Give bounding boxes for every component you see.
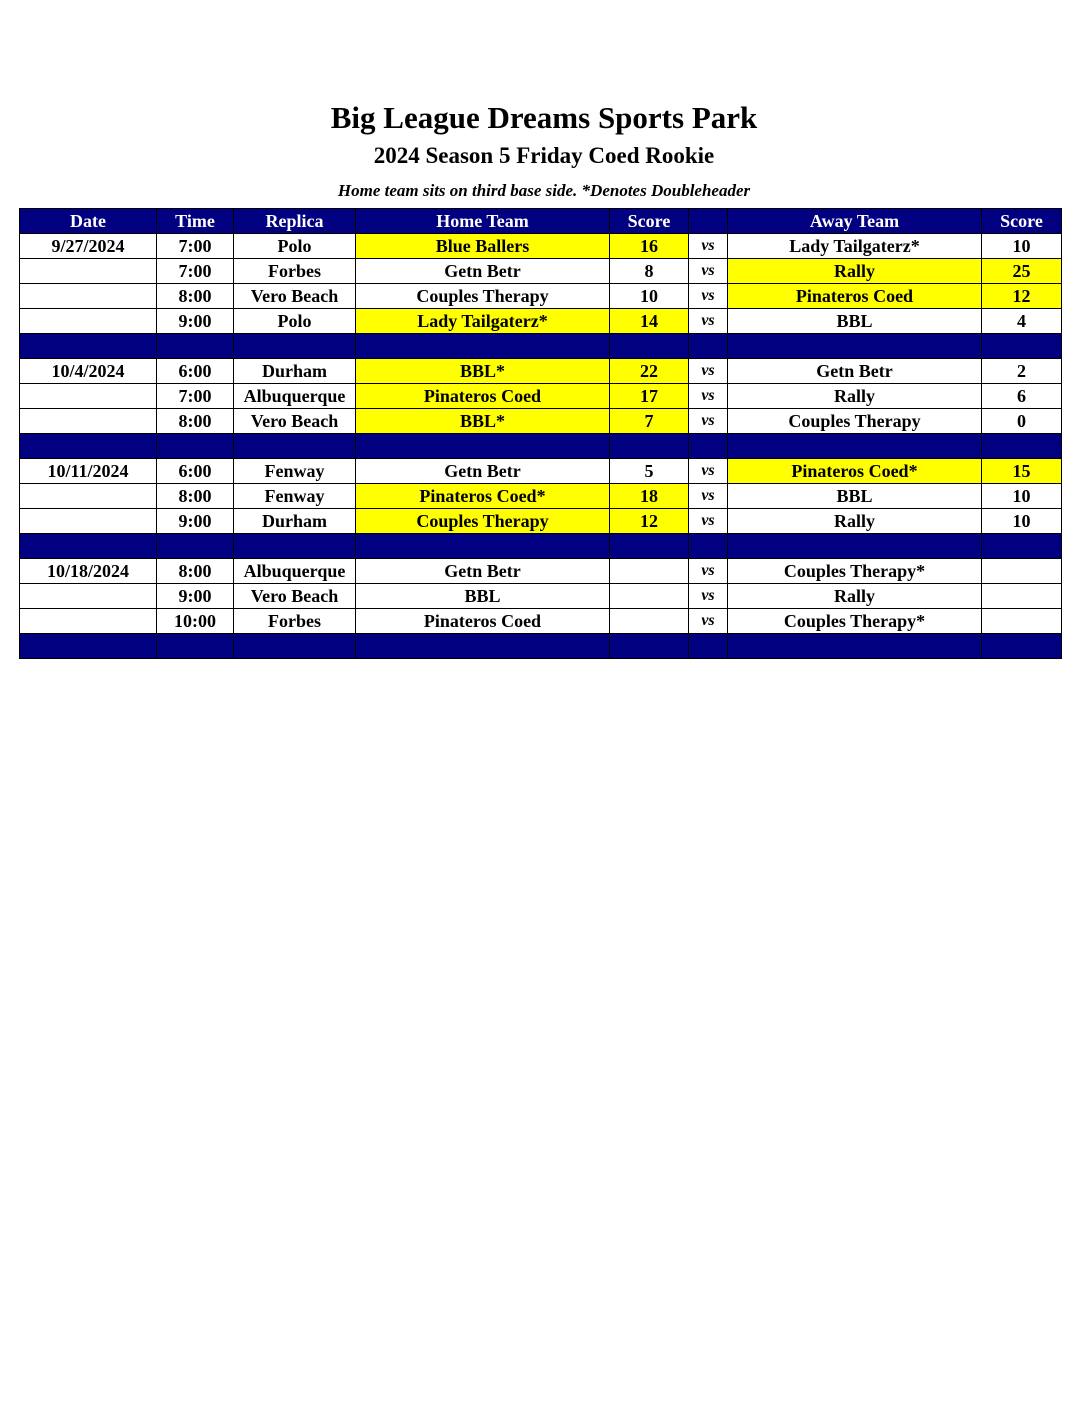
week-separator-row bbox=[20, 434, 1062, 459]
table-row bbox=[20, 384, 1062, 409]
date-cell bbox=[20, 484, 157, 509]
separator-cell bbox=[234, 334, 356, 359]
away-team-cell: Couples Therapy bbox=[728, 409, 982, 434]
date-cell bbox=[20, 259, 157, 284]
separator-cell bbox=[20, 534, 157, 559]
separator-cell bbox=[689, 434, 728, 459]
replica-cell: Vero Beach bbox=[234, 409, 356, 434]
time-cell: 6:00 bbox=[157, 359, 234, 384]
away-team-cell: Couples Therapy* bbox=[728, 609, 982, 634]
home-score-cell bbox=[610, 559, 689, 584]
schedule-note: Home team sits on third base side. *Denotes Doubleheader bbox=[337, 181, 751, 200]
away-score-cell: 25 bbox=[982, 259, 1062, 284]
separator-cell bbox=[157, 334, 234, 359]
table-row bbox=[20, 259, 1062, 284]
away-team-cell: Rally bbox=[728, 259, 982, 284]
date-cell bbox=[20, 584, 157, 609]
vs-label: vs bbox=[689, 584, 728, 609]
table-row bbox=[20, 559, 1062, 584]
home-team-cell: Pinateros Coed bbox=[356, 609, 610, 634]
home-score-cell: 16 bbox=[610, 234, 689, 259]
away-team-cell: Couples Therapy* bbox=[728, 559, 982, 584]
separator-cell bbox=[356, 334, 610, 359]
vs-label: vs bbox=[689, 509, 728, 534]
separator-cell bbox=[689, 534, 728, 559]
home-score-cell: 12 bbox=[610, 509, 689, 534]
header-away-team: Away Team bbox=[728, 209, 982, 234]
home-team-cell: Lady Tailgaterz* bbox=[356, 309, 610, 334]
replica-cell: Polo bbox=[234, 309, 356, 334]
replica-cell: Fenway bbox=[234, 484, 356, 509]
home-team-cell: Couples Therapy bbox=[356, 509, 610, 534]
away-score-cell: 0 bbox=[982, 409, 1062, 434]
away-score-cell bbox=[982, 609, 1062, 634]
home-team-cell: Pinateros Coed bbox=[356, 384, 610, 409]
vs-label: vs bbox=[689, 284, 728, 309]
home-score-cell: 17 bbox=[610, 384, 689, 409]
header-home-score: Score bbox=[610, 209, 689, 234]
header-vs bbox=[689, 209, 728, 234]
date-cell: 9/27/2024 bbox=[20, 234, 157, 259]
separator-cell bbox=[20, 434, 157, 459]
header-row bbox=[20, 209, 1062, 234]
away-team-cell: Pinateros Coed bbox=[728, 284, 982, 309]
away-score-cell: 15 bbox=[982, 459, 1062, 484]
away-team-cell: BBL bbox=[728, 309, 982, 334]
table-row bbox=[20, 609, 1062, 634]
home-team-cell: BBL* bbox=[356, 359, 610, 384]
date-cell: 10/11/2024 bbox=[20, 459, 157, 484]
vs-label: vs bbox=[689, 484, 728, 509]
replica-cell: Forbes bbox=[234, 259, 356, 284]
home-score-cell: 8 bbox=[610, 259, 689, 284]
separator-cell bbox=[157, 534, 234, 559]
home-team-cell: Getn Betr bbox=[356, 559, 610, 584]
separator-cell bbox=[234, 434, 356, 459]
date-cell bbox=[20, 409, 157, 434]
time-cell: 7:00 bbox=[157, 384, 234, 409]
separator-cell bbox=[234, 634, 356, 659]
date-cell bbox=[20, 509, 157, 534]
home-team-cell: Getn Betr bbox=[356, 259, 610, 284]
date-cell bbox=[20, 309, 157, 334]
separator-cell bbox=[20, 634, 157, 659]
separator-cell bbox=[610, 634, 689, 659]
vs-label: vs bbox=[689, 459, 728, 484]
replica-cell: Forbes bbox=[234, 609, 356, 634]
replica-cell: Durham bbox=[234, 359, 356, 384]
date-cell bbox=[20, 384, 157, 409]
vs-label: vs bbox=[689, 359, 728, 384]
away-score-cell: 10 bbox=[982, 509, 1062, 534]
header-away-score: Score bbox=[982, 209, 1062, 234]
replica-cell: Durham bbox=[234, 509, 356, 534]
header-time: Time bbox=[157, 209, 234, 234]
separator-cell bbox=[982, 334, 1062, 359]
away-team-cell: Rally bbox=[728, 509, 982, 534]
time-cell: 6:00 bbox=[157, 459, 234, 484]
vs-label: vs bbox=[689, 234, 728, 259]
separator-cell bbox=[234, 534, 356, 559]
time-cell: 10:00 bbox=[157, 609, 234, 634]
time-cell: 8:00 bbox=[157, 559, 234, 584]
table-row bbox=[20, 284, 1062, 309]
replica-cell: Vero Beach bbox=[234, 284, 356, 309]
separator-cell bbox=[689, 334, 728, 359]
home-score-cell: 14 bbox=[610, 309, 689, 334]
date-cell: 10/4/2024 bbox=[20, 359, 157, 384]
table-row bbox=[20, 584, 1062, 609]
replica-cell: Albuquerque bbox=[234, 384, 356, 409]
schedule-body bbox=[20, 234, 1062, 659]
replica-cell: Polo bbox=[234, 234, 356, 259]
time-cell: 8:00 bbox=[157, 409, 234, 434]
away-score-cell bbox=[982, 559, 1062, 584]
home-score-cell: 5 bbox=[610, 459, 689, 484]
week-separator-row bbox=[20, 334, 1062, 359]
home-team-cell: Getn Betr bbox=[356, 459, 610, 484]
page-title: Big League Dreams Sports Park bbox=[330, 100, 758, 135]
table-row bbox=[20, 484, 1062, 509]
separator-cell bbox=[157, 634, 234, 659]
table-row bbox=[20, 509, 1062, 534]
away-team-cell: BBL bbox=[728, 484, 982, 509]
vs-label: vs bbox=[689, 259, 728, 284]
separator-cell bbox=[728, 534, 982, 559]
home-score-cell bbox=[610, 609, 689, 634]
away-score-cell: 10 bbox=[982, 234, 1062, 259]
separator-cell bbox=[610, 334, 689, 359]
date-cell: 10/18/2024 bbox=[20, 559, 157, 584]
home-team-cell: BBL bbox=[356, 584, 610, 609]
time-cell: 9:00 bbox=[157, 584, 234, 609]
away-score-cell: 4 bbox=[982, 309, 1062, 334]
home-team-cell: Couples Therapy bbox=[356, 284, 610, 309]
table-row bbox=[20, 234, 1062, 259]
schedule-table bbox=[19, 208, 1062, 659]
away-score-cell: 10 bbox=[982, 484, 1062, 509]
separator-cell bbox=[356, 634, 610, 659]
home-team-cell: Blue Ballers bbox=[356, 234, 610, 259]
separator-cell bbox=[20, 334, 157, 359]
vs-label: vs bbox=[689, 384, 728, 409]
vs-label: vs bbox=[689, 609, 728, 634]
home-score-cell: 22 bbox=[610, 359, 689, 384]
home-score-cell bbox=[610, 584, 689, 609]
date-cell bbox=[20, 284, 157, 309]
page-subtitle: 2024 Season 5 Friday Coed Rookie bbox=[373, 143, 715, 168]
separator-cell bbox=[982, 634, 1062, 659]
home-team-cell: BBL* bbox=[356, 409, 610, 434]
away-score-cell bbox=[982, 584, 1062, 609]
header-date: Date bbox=[20, 209, 157, 234]
home-score-cell: 18 bbox=[610, 484, 689, 509]
away-team-cell: Rally bbox=[728, 584, 982, 609]
week-separator-row bbox=[20, 534, 1062, 559]
separator-cell bbox=[610, 434, 689, 459]
table-row bbox=[20, 309, 1062, 334]
table-row bbox=[20, 459, 1062, 484]
replica-cell: Vero Beach bbox=[234, 584, 356, 609]
replica-cell: Fenway bbox=[234, 459, 356, 484]
separator-cell bbox=[356, 534, 610, 559]
separator-cell bbox=[157, 434, 234, 459]
separator-cell bbox=[689, 634, 728, 659]
separator-cell bbox=[982, 534, 1062, 559]
date-cell bbox=[20, 609, 157, 634]
separator-cell bbox=[728, 334, 982, 359]
separator-cell bbox=[356, 434, 610, 459]
header-replica: Replica bbox=[234, 209, 356, 234]
away-score-cell: 12 bbox=[982, 284, 1062, 309]
home-score-cell: 7 bbox=[610, 409, 689, 434]
time-cell: 8:00 bbox=[157, 484, 234, 509]
separator-cell bbox=[982, 434, 1062, 459]
separator-cell bbox=[610, 534, 689, 559]
away-team-cell: Rally bbox=[728, 384, 982, 409]
away-team-cell: Lady Tailgaterz* bbox=[728, 234, 982, 259]
table-row bbox=[20, 409, 1062, 434]
away-team-cell: Getn Betr bbox=[728, 359, 982, 384]
vs-label: vs bbox=[689, 559, 728, 584]
week-separator-row bbox=[20, 634, 1062, 659]
time-cell: 9:00 bbox=[157, 309, 234, 334]
home-score-cell: 10 bbox=[610, 284, 689, 309]
replica-cell: Albuquerque bbox=[234, 559, 356, 584]
away-score-cell: 2 bbox=[982, 359, 1062, 384]
table-row bbox=[20, 359, 1062, 384]
header-home-team: Home Team bbox=[356, 209, 610, 234]
away-team-cell: Pinateros Coed* bbox=[728, 459, 982, 484]
away-score-cell: 6 bbox=[982, 384, 1062, 409]
vs-label: vs bbox=[689, 409, 728, 434]
time-cell: 7:00 bbox=[157, 234, 234, 259]
vs-label: vs bbox=[689, 309, 728, 334]
separator-cell bbox=[728, 434, 982, 459]
home-team-cell: Pinateros Coed* bbox=[356, 484, 610, 509]
time-cell: 9:00 bbox=[157, 509, 234, 534]
time-cell: 7:00 bbox=[157, 259, 234, 284]
time-cell: 8:00 bbox=[157, 284, 234, 309]
separator-cell bbox=[728, 634, 982, 659]
